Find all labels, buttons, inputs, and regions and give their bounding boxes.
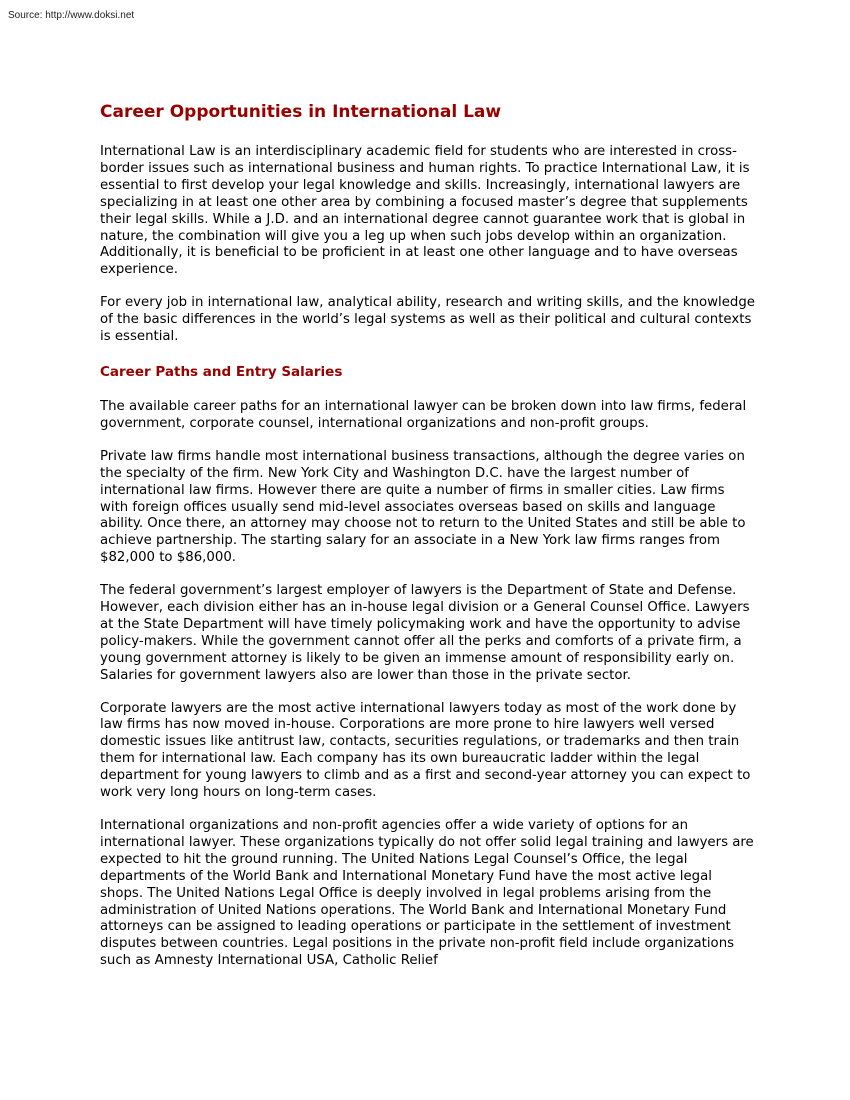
section-paragraph-3: The federal government’s largest employer of lawyers is the Department of State and Defense. However, each division either has an in-house legal division or a General Counsel Office. Lawyers at the State Department will have timely policymaking work and have the opportunity to advise policy-makers. While the government cannot offer all the perks and comforts of a private firm, a young government attorney is likely to be given an immense amount of responsibility early on. Salaries for government lawyers also are lower than those in the private sector. <box>100 583 750 683</box>
intro-paragraph-1: International Law is an interdisciplinary academic field for students who are interested in cross-border issues such as international business and human rights. To practice International Law, it is essential to first develop your legal knowledge and skills. Increasingly, international lawyers are specializing in at least one other area by combining a focused master’s degree that supplements their legal skills. While a J.D. and an international degree cannot guarantee work that is global in nature, the combination will give you a leg up when such jobs develop within an organization. Additionally, it is beneficial to be proficient in at least one other language and to have overseas experience. <box>100 144 750 278</box>
source-label: Source: http://www.doksi.net <box>8 10 135 21</box>
page-title: Career Opportunities in International Law <box>100 102 502 122</box>
intro-paragraph-2: For every job in international law, analytical ability, research and writing skills, and the knowledge of the basic differences in the world’s legal systems as well as their political and cultural contexts is essential. <box>100 295 755 345</box>
section-paragraph-4: Corporate lawyers are the most active international lawyers today as most of the work done by law firms has now moved in-house. Corporations are more prone to hire lawyers well versed domestic issues like antitrust law, contacts, securities regulations, or trademarks and then train them for international law. Each company has its own bureaucratic ladder within the legal department for young lawyers to climb and as a first and second-year attorney you can expect to work very long hours on long-term cases. <box>100 700 751 801</box>
section-paragraph-1: The available career paths for an international lawyer can be broken down into law firms, federal government, corporate counsel, international organizations and non-profit groups. <box>100 398 747 431</box>
section-heading: Career Paths and Entry Salaries <box>100 363 343 380</box>
section-paragraph-5: International organizations and non-profit agencies offer a wide variety of options for an international lawyer. These organizations typically do not offer solid legal training and lawyers are expected to hit the ground running. The United Nations Legal Counsel’s Office, the legal departments of the World Bank and International Monetary Fund have the most active legal shops. The United Nations Legal Office is deeply involved in legal problems arising from the administration of United Nations operations. The World Bank and International Monetary Fund attorneys can be assigned to leading operations or participate in the settlement of investment disputes between countries. Legal positions in the private non-profit field include organizations such as Amnesty International USA, Catholic Relief <box>100 818 754 969</box>
document-body <box>100 101 755 986</box>
section-paragraph-2: Private law firms handle most international business transactions, although the degree varies on the specialty of the firm. New York City and Washington D.C. have the largest number of international law firms. However there are quite a number of firms in smaller cities. Law firms with foreign offices usually send mid-level associates overseas based on skills and language ability. Once there, an attorney may choose not to return to the United States and still be able to achieve partnership. The starting salary for an associate in a New York law firms ranges from $82,000 to $86,000. <box>100 448 746 566</box>
